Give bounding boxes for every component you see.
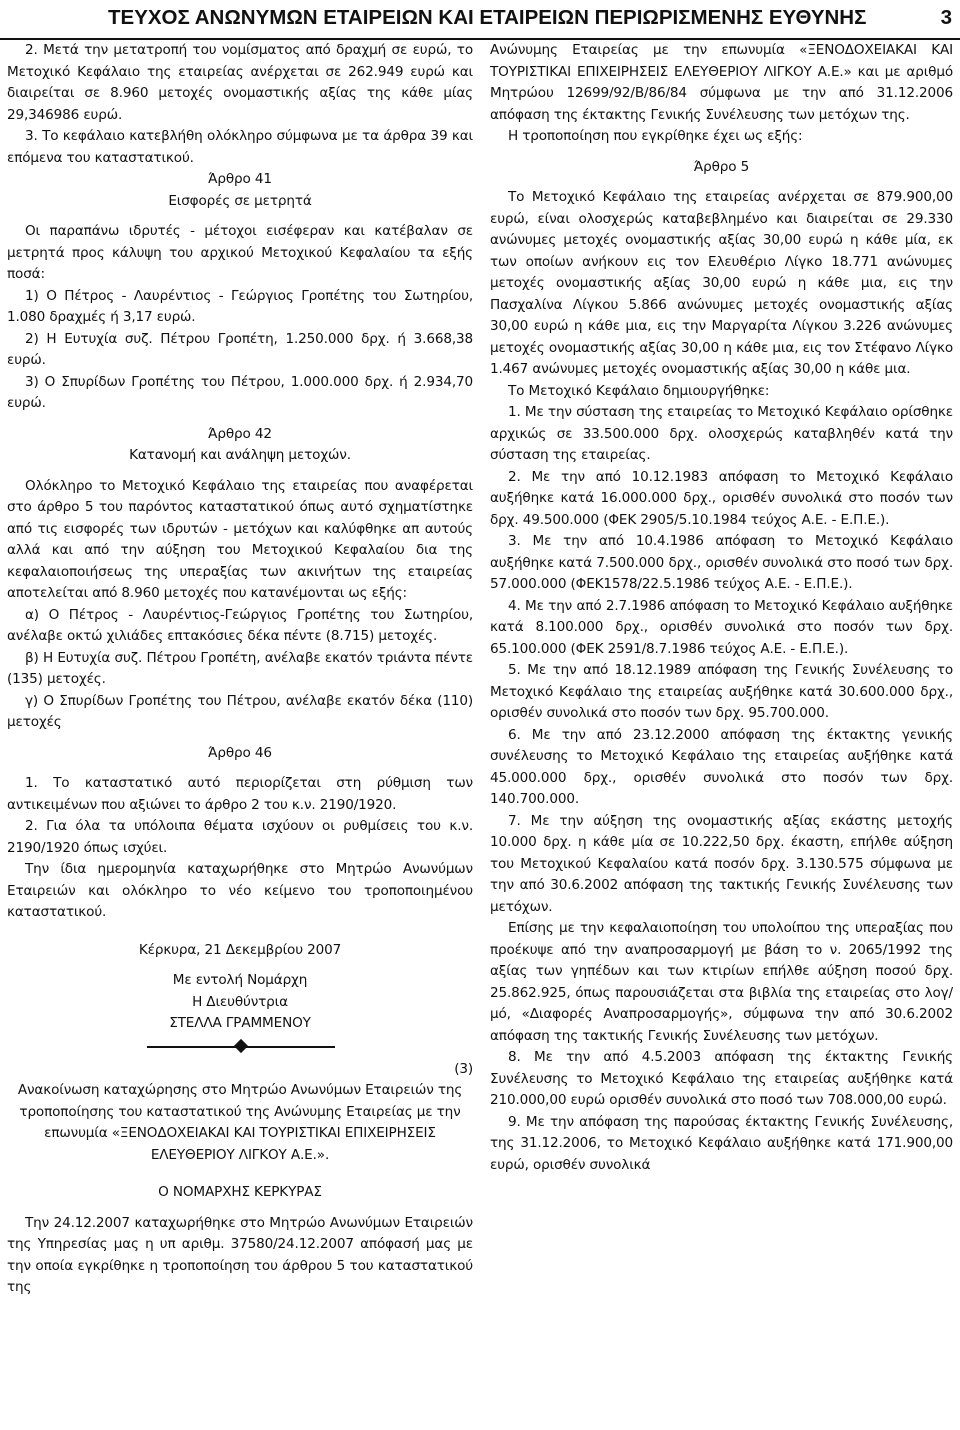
paragraph: 2. Για όλα τα υπόλοιπα θέματα ισχύουν οι ρυθμίσεις του κ.ν. 2190/1920 όπως ισχύει. [7, 818, 473, 856]
paragraph: 3. Το κεφάλαιο κατεβλήθη ολόκληρο σύμφωνα με τα άρθρα 39 και επόμενα του καταστατικού. [7, 128, 473, 166]
page-header [0, 0, 960, 40]
paragraph: 8. Με την από 4.5.2003 απόφαση της έκτακτης Γενικής Συνέλευσης το Μετοχικό Κεφάλαιο της εταιρείας αυξήθηκε κατά 210.000,00 ευρώ ορισθέν συνολικά στο ποσό των 708.000,00 ευρώ. [490, 1049, 953, 1108]
signature-name: ΣΤΕΛΛΑ ΓΡΑΜΜΕΝΟΥ [169, 1015, 311, 1031]
paragraph: 1. Με την σύσταση της εταιρείας το Μετοχικό Κεφάλαιο ορίσθηκε αρχικώς σε 33.500.000 δρχ. ολοσχερώς καταβληθέν κατά την σύσταση της εταιρείας. [490, 404, 953, 463]
paragraph: Οι παραπάνω ιδρυτές - μέτοχοι εισέφεραν και κατέβαλαν σε μετρητά προς κάλυψη του αρχικού Μετοχικού Κεφαλαίου τα εξής ποσά: [7, 223, 473, 282]
paragraph: 1) Ο Πέτρος - Λαυρέντιος - Γεώργιος Γροπέτης του Σωτηρίου, 1.080 δραχμές ή 3,17 ευρώ. [7, 287, 473, 325]
paragraph: 4. Με την από 2.7.1986 απόφαση το Μετοχικό Κεφάλαιο αυξήθηκε κατά 8.100.000 δρχ., ορισθέν συνολικά στο ποσόν των δρχ. 65.100.000 (ΦΕΚ 2591/8.7.1986 τεύχος Α.Ε. - Ε.Π.Ε.). [490, 597, 953, 657]
article-42-subtitle: Κατανομή και ανάληψη μετοχών. [129, 447, 351, 463]
paragraph: Το Μετοχικό Κεφάλαιο της εταιρείας ανέρχεται σε 879.900,00 ευρώ, είναι ολοσχερώς καταβεβλημένο και διαιρείται σε 29.330 ανώνυμες μετοχές ονομαστικής αξίας 30,00 ευρώ η κάθε μία, εκ των οποίων ανήκουν εις τον Ελευθέριο Λίγκο 18.771 ανώνυμες μετοχές ονομαστικής αξίας 30,00 ευρώ η κάθε μια, εις την Πασχαλίνα Λίγκου 5.866 ανώνυμες μετοχές ονομαστικής αξίας 30,00 ευρώ η κάθε μια, εις την Μαργαρίτα Λίγκου 3.226 ανώνυμες μετοχές ονομαστικής αξίας 30,00 η κάθε μια, εις τον Στέφανο Λίγκο 1.467 ανώνυμες μετοχές ονομαστικής αξίας 30,00 η κάθε μια. [490, 189, 953, 377]
paragraph: α) Ο Πέτρος - Λαυρέντιος-Γεώργιος Γροπέτης του Σωτηρίου, ανέλαβε οκτώ χιλιάδες επτακόσιες δέκα πέντε (8.715) μετοχές. [7, 606, 473, 644]
paragraph: Η τροποποίηση που εγκρίθηκε έχει ως εξής: [508, 128, 803, 144]
paragraph: Το Μετοχικό Κεφάλαιο δημιουργήθηκε: [508, 382, 770, 399]
paragraph: Ανώνυμης Εταιρείας με την επωνυμία «ΞΕΝΟΔΟΧΕΙΑΚΑΙ ΚΑΙ ΤΟΥΡΙΣΤΙΚΑΙ ΕΠΙΧΕΙΡΗΣΕΙΣ ΕΛΕΥΘΕΡΙΟΥ ΛΙΓΚΟΥ Α.Ε.» και με αριθμό Μητρώου 12699/92/Β/86/84 σύμφωνα με την από 31.12.2006 απόφαση της έκτακτης Γενικής Συνέλευσης των μετόχων της. [490, 42, 953, 123]
paragraph: 6. Με την από 23.12.2000 απόφαση της έκτακτης γενικής συνέλευσης το Μετοχικό Κεφάλαιο της εταιρείας αυξήθηκε κατά 45.000.000 δρχ., ορισθέν συνολικά στο ποσόν των δρχ. 140.700.000. [490, 726, 953, 807]
paragraph: 2) Η Ευτυχία συζ. Πέτρου Γροπέτη, 1.250.000 δρχ. ή 3.668,38 ευρώ. [7, 330, 473, 368]
header-title: ΤΕΥΧΟΣ ΑΝΩΝΥΜΩΝ ΕΤΑΙΡΕΙΩΝ ΚΑΙ ΕΤΑΙΡΕΙΩΝ ΠΕΡΙΩΡΙΣΜΕΝΗΣ ΕΥΘΥΝΗΣ [108, 6, 867, 29]
notice-title: Ανακοίνωση καταχώρησης στο Μητρώο Ανωνύμων Εταιρειών της τροποποίησης του καταστατικού της Ανώνυμης Εταιρείας με την επωνυμία «ΞΕΝΟΔΟΧΕΙΑΚΑΙ ΚΑΙ ΤΟΥΡΙΣΤΙΚΑΙ ΕΠΙΧΕΙΡΗΣΕΙΣ ΕΛΕΥΘΕΡΙΟΥ ΛΙΓΚΟΥ Α.Ε.». [17, 1082, 463, 1163]
paragraph: 2. Με την από 10.12.1983 απόφαση το Μετοχικό Κεφάλαιο αυξήθηκε κατά 16.000.000 δρχ., ορισθέν συνολικά στο ποσόν των δρχ. 49.500.000 (ΦΕΚ 2905/5.10.1984 τεύχος Α.Ε. - Ε.Π.Ε.). [490, 468, 953, 528]
article-41-subtitle: Εισφορές σε μετρητά [168, 192, 312, 209]
right-column [490, 40, 953, 1176]
paragraph: Την ίδια ημερομηνία καταχωρήθηκε στο Μητρώο Ανωνύμων Εταιρειών και ολόκληρο το νέο κείμενο του τροποποιημένου καταστατικού. [7, 861, 473, 920]
article-46-heading: Άρθρο 46 [208, 744, 272, 761]
paragraph: Ολόκληρο το Μετοχικό Κεφάλαιο της εταιρείας που αναφέρεται στο άρθρο 5 του παρόντος καταστατικού όπως αυτό σχηματίστηκε από τις εισφορές των ιδρυτών - μετόχων και καλύφθηκε απ αυτούς αλλά και από την αύξηση του Μετοχικού Κεφαλαίου δια της κεφαλαιοποιήσεως της υπεραξίας των ακινήτων της εταιρείας αποτελείται από 8.960 μετοχές που κατανέμονται ως εξής: [7, 477, 473, 601]
paragraph: γ) Ο Σπυρίδων Γροπέτης του Πέτρου, ανέλαβε εκατόν δέκα (110) μετοχές [7, 692, 473, 730]
article-42-heading: Άρθρο 42 [208, 425, 272, 442]
issuing-authority: Ο ΝΟΜΑΡΧΗΣ ΚΕΡΚΥΡΑΣ [158, 1184, 322, 1200]
left-column [7, 40, 473, 1299]
paragraph: 7. Με την αύξηση της ονομαστικής αξίας εκάστης μετοχής 10.000 δρχ. η κάθε μία σε 10.222,50 δρχ. έκαστη, επήλθε αύξηση του Μετοχικού Κεφαλαίου κατά ποσόν δρχ. 3.130.575 σύμφωνα με την από 30.6.2002 απόφαση της τακτικής Γενικής Συνέλευσης των μετόχων. [490, 812, 953, 915]
paragraph: 2. Μετά την μετατροπή του νομίσματος από δραχμή σε ευρώ, το Μετοχικό Κεφάλαιο της εταιρείας ανέρχεται σε 262.949 ευρώ και διαιρείται σε 8.960 μετοχές ονομαστικής αξίας της κάθε μίας 29,346986 ευρώ. [7, 42, 473, 123]
paragraph: 5. Με την από 18.12.1989 απόφαση της Γενικής Συνέλευσης το Μετοχικό Κεφάλαιο της εταιρείας αυξήθηκε κατά 30.600.000 δρχ., ορισθέν συνολικά στο ποσόν των δρχ. 95.700.000. [490, 662, 953, 721]
paragraph: 1. Το καταστατικό αυτό περιορίζεται στη ρύθμιση των αντικειμένων που αξιώνει το άρθρο 2 του κ.ν. 2190/1920. [7, 775, 473, 813]
notice-number: (3) [454, 1060, 473, 1077]
signature-line-1: Με εντολή Νομάρχη [172, 972, 308, 988]
diamond-ornament-icon [234, 1038, 248, 1052]
paragraph: 3. Με την από 10.4.1986 απόφαση το Μετοχικό Κεφάλαιο αυξήθηκε κατά 7.500.000 δρχ., ορισθέν συνολικά στο ποσό των δρχ. 57.000.000 (ΦΕΚ1578/22.5.1986 τεύχος Α.Ε. - Ε.Π.Ε.). [490, 533, 953, 592]
paragraph: Την 24.12.2007 καταχωρήθηκε στο Μητρώο Ανωνύμων Εταιρειών της Υπηρεσίας μας η υπ αριθμ. 37580/24.12.2007 απόφασή μας με την οποία εγκρίθηκε η τροποποίηση του άρθρου 5 του καταστατικού της [7, 1214, 473, 1295]
page-number: 3 [940, 6, 952, 29]
paragraph: 9. Με την απόφαση της παρούσας έκτακτης Γενικής Συνέλευσης, της 31.12.2006, το Μετοχικό Κεφάλαιο αυξήθηκε κατά 171.900,00 ευρώ, ορισθέν συνολικά [490, 1113, 953, 1173]
article-5-heading: Άρθρο 5 [693, 158, 750, 175]
paragraph: β) Η Ευτυχία συζ. Πέτρου Γροπέτη, ανέλαβε εκατόν τριάντα πέντε (135) μετοχές. [7, 649, 473, 687]
article-41-heading: Άρθρο 41 [208, 171, 272, 187]
paragraph: 3) Ο Σπυρίδων Γροπέτης του Πέτρου, 1.000.000 δρχ. ή 2.934,70 ευρώ. [7, 373, 473, 411]
paragraph: Επίσης με την κεφαλαιοποίηση του υπολοίπου της υπεραξίας που προέκυψε από την αναπροσαρμογή με βάση το ν. 2065/1992 της αξίας των γηπέδων και των κτιρίων επήλθε αύξηση ποσού δρχ. 25.862.925, όπως παρουσιάζεται στα βιβλία της εταιρείας στο λογ/μό, «Διαφορές Αναπροσαρμογής», σύμφωνα την από 30.6.2002 απόφαση της τακτικής Γενικής Συνέλευσης των μετόχων. [490, 920, 953, 1044]
signature-line-2: Η Διευθύντρια [192, 993, 288, 1010]
place-date: Κέρκυρα, 21 Δεκεμβρίου 2007 [138, 941, 342, 958]
section-divider [7, 1035, 473, 1059]
